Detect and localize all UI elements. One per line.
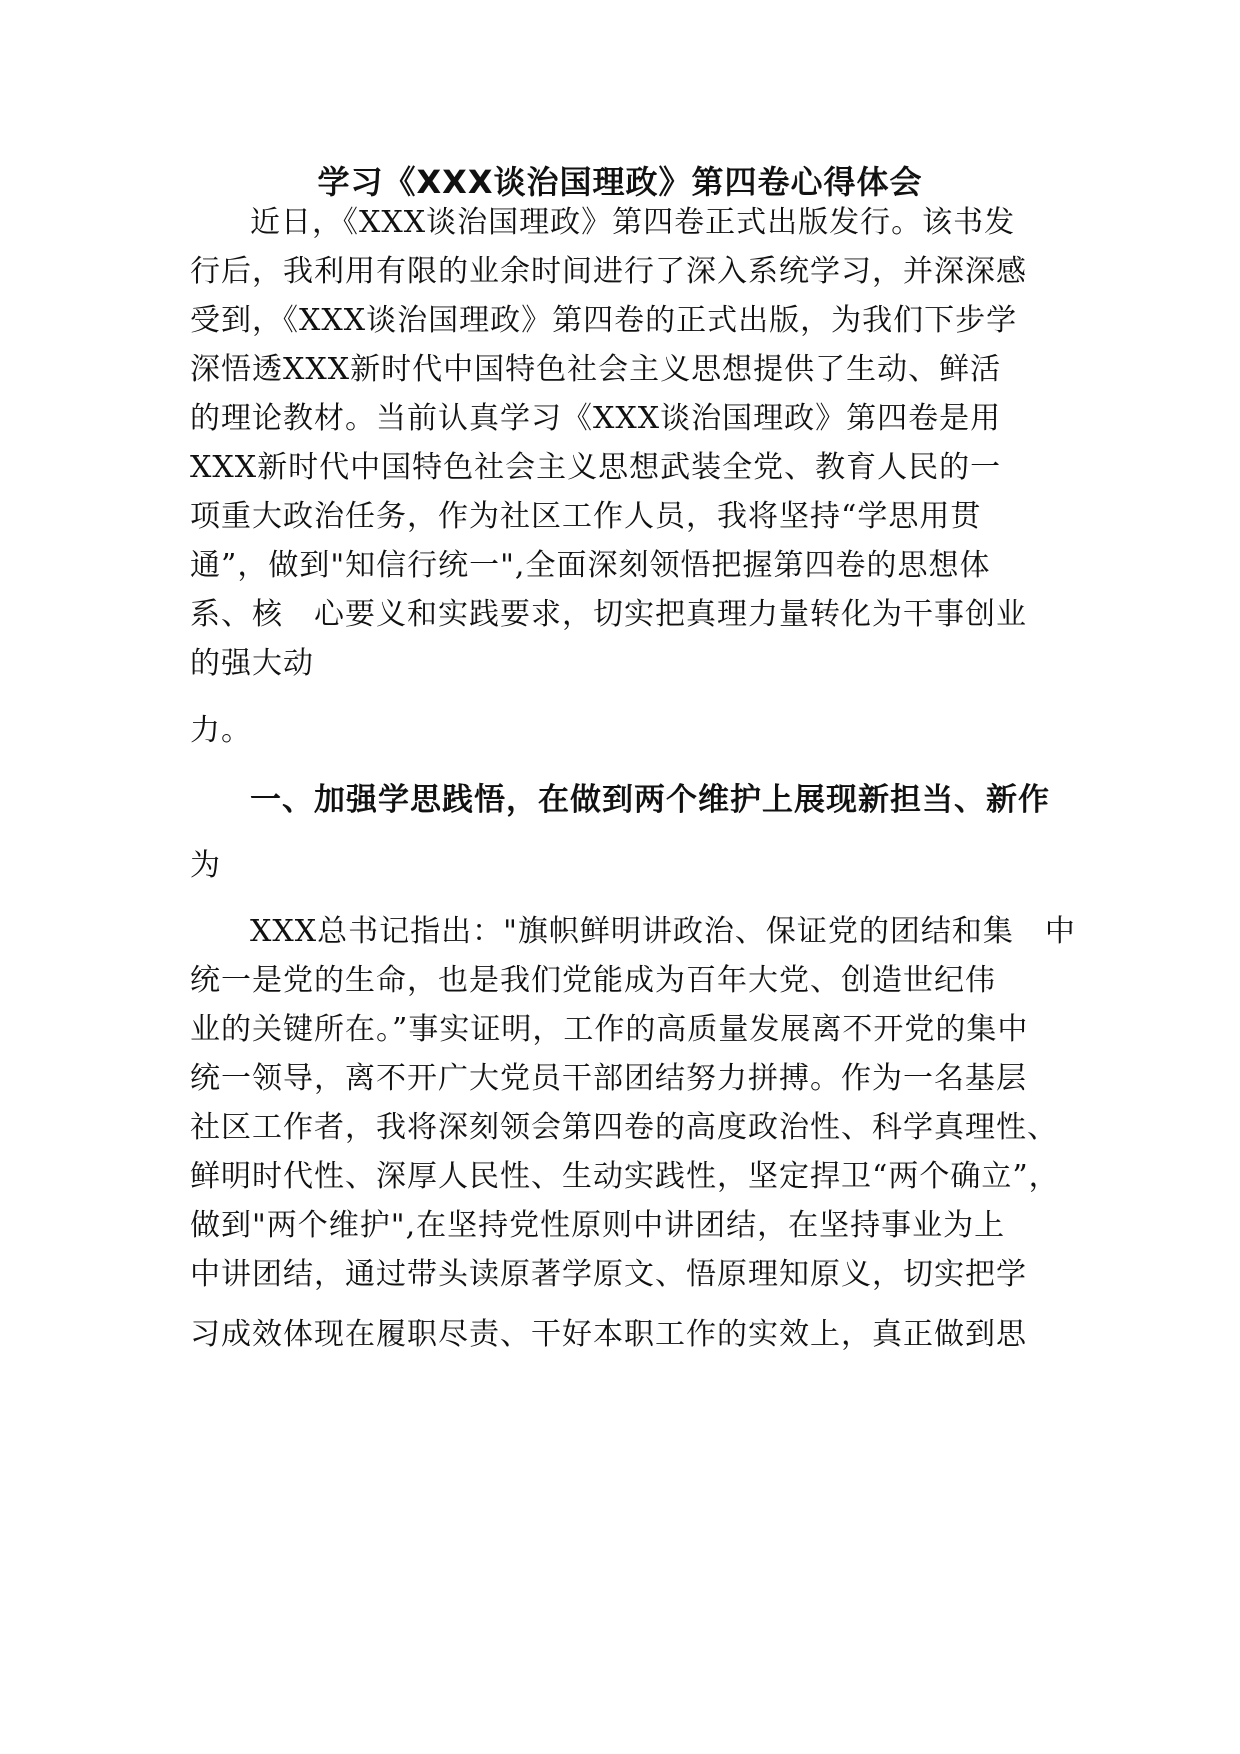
- paragraph-2-line-5: 社区工作者，我将深刻领会第四卷的高度政治性、科学真理性、: [190, 1110, 1058, 1145]
- paragraph-1-line-11: 力。: [190, 713, 252, 748]
- paragraph-1-line-7: 项重大政治任务，作为社区工作人员，我将坚持“学思用贯: [190, 499, 982, 534]
- paragraph-2-line-3: 业的关键所在。”事实证明，工作的高质量发展离不开党的集中: [190, 1012, 1029, 1047]
- paragraph-2-line-4: 统一领导，离不开广大党员干部团结努力拼搏。作为一名基层: [190, 1061, 1027, 1096]
- paragraph-1-line-4: 深悟透XXX新时代中国特色社会主义思想提供了生动、鲜活: [190, 352, 1002, 387]
- paragraph-1-line-10: 的强大动: [190, 646, 314, 681]
- paragraph-2-line-2: 统一是党的生命，也是我们党能成为百年大党、创造世纪伟: [190, 963, 996, 998]
- paragraph-1-line-6: XXX新时代中国特色社会主义思想武装全党、教育人民的一: [190, 450, 1002, 485]
- paragraph-1-line-5: 的理论教材。当前认真学习《XXX谈治国理政》第四卷是用: [190, 401, 1002, 436]
- document-title: 学习《XXX谈治国理政》第四卷心得体会: [317, 163, 923, 201]
- paragraph-2-line-1: XXX总书记指出："旗帜鲜明讲政治、保证党的团结和集 中: [250, 914, 1076, 949]
- paragraph-2-line-7: 做到"两个维护",在坚持党性原则中讲团结，在坚持事业为上: [190, 1208, 1006, 1243]
- paragraph-2-line-8: 中讲团结，通过带头读原著学原文、悟原理知原义，切实把学: [190, 1257, 1027, 1292]
- paragraph-1-line-8: 通”，做到"知信行统一",全面深刻领悟把握第四卷的思想体: [190, 548, 991, 583]
- paragraph-2-line-6: 鲜明时代性、深厚人民性、生动实践性，坚定捍卫“两个确立”，: [190, 1159, 1060, 1194]
- paragraph-1-line-1: 近日，《XXX谈治国理政》第四卷正式出版发行。该书发: [250, 205, 1016, 240]
- paragraph-1-line-3: 受到，《XXX谈治国理政》第四卷的正式出版，为我们下步学: [190, 303, 1018, 338]
- paragraph-1-line-9: 系、核 心要义和实践要求，切实把真理力量转化为干事创业: [190, 597, 1027, 632]
- section-1-heading-line-2: 为: [190, 848, 221, 883]
- section-1-heading-line-1: 一、加强学思践悟，在做到两个维护上展现新担当、新作: [250, 782, 1050, 818]
- paragraph-1-line-2: 行后，我利用有限的业余时间进行了深入系统学习，并深深感: [190, 254, 1027, 289]
- paragraph-2-line-9: 习成效体现在履职尽责、干好本职工作的实效上，真正做到思: [190, 1317, 1027, 1352]
